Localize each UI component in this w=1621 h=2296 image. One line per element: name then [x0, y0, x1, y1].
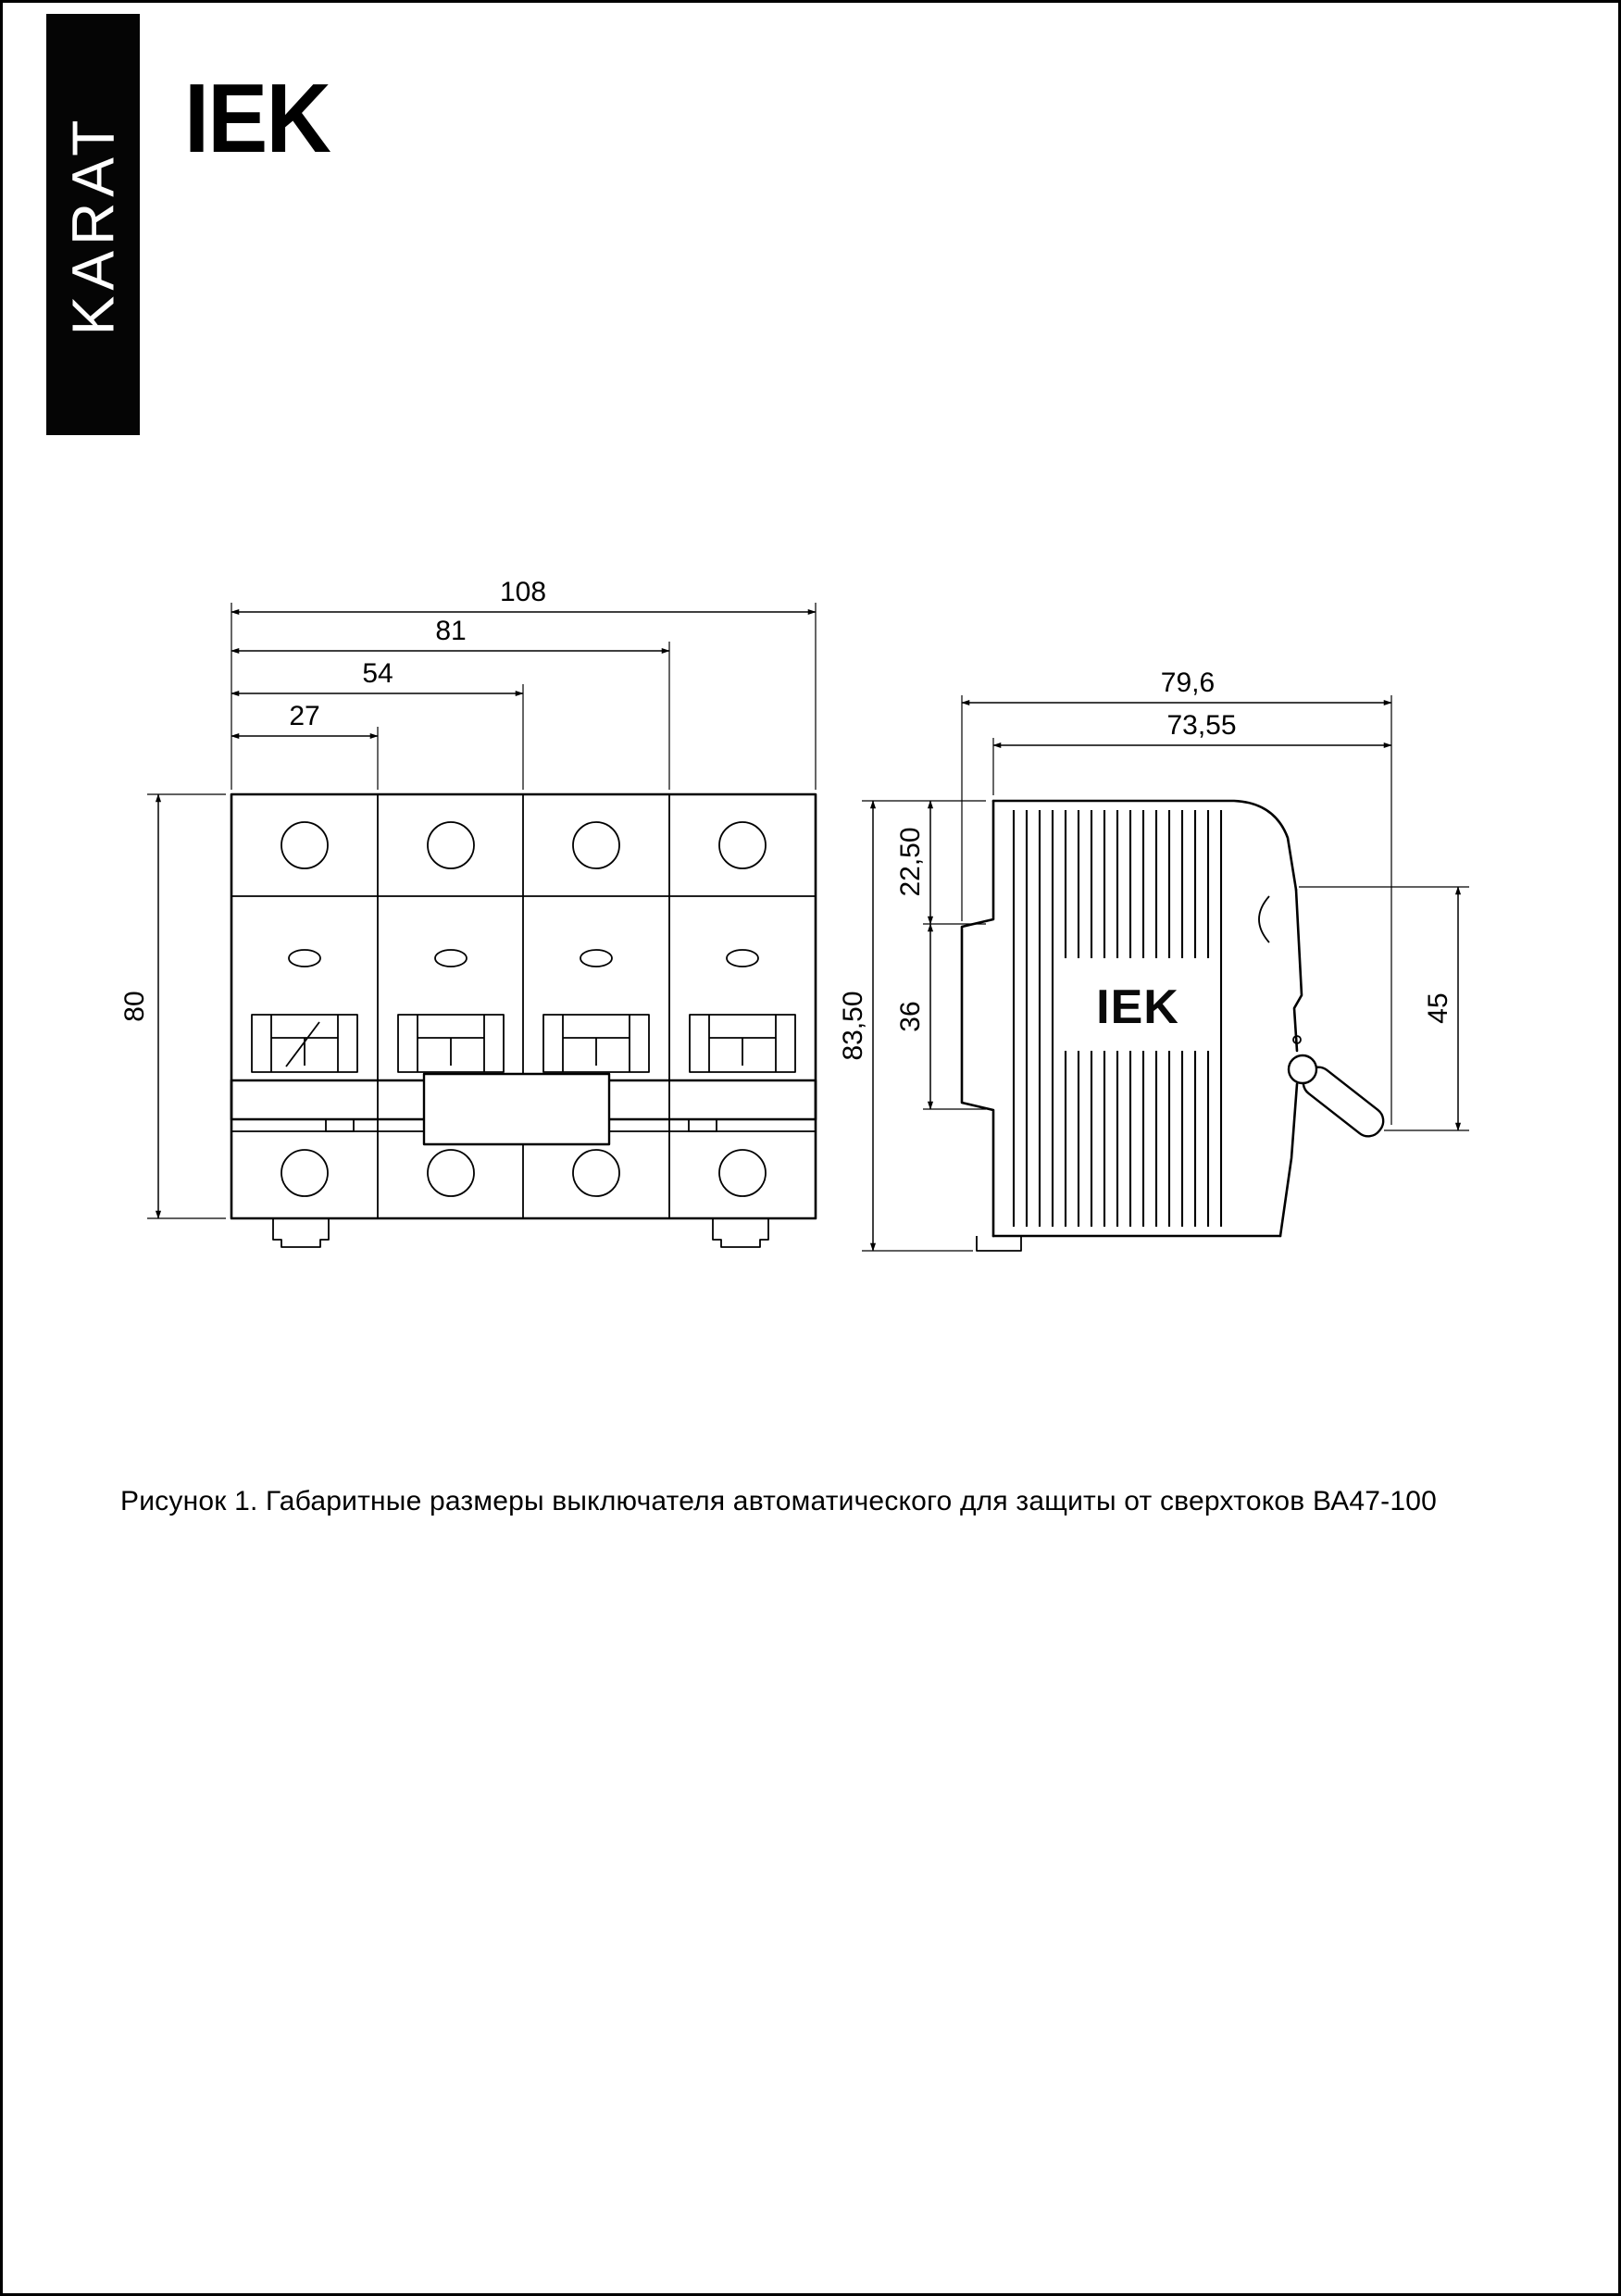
front-notch-crescent [1259, 896, 1269, 942]
dim-label-80: 80 [119, 991, 150, 1022]
tie-bar-center-block [424, 1074, 609, 1144]
dimensional-drawing [3, 3, 1621, 2296]
dim-label-73-55: 73,55 [1166, 710, 1237, 741]
dim-label-83-50: 83,50 [838, 991, 868, 1061]
dim-label-45: 45 [1423, 992, 1453, 1024]
dim-label-81: 81 [435, 616, 467, 646]
tie-bar-tab-right [689, 1119, 717, 1131]
side-rear-face [962, 801, 993, 1236]
din-clip-right [713, 1218, 768, 1247]
dim-label-79-6: 79,6 [1160, 668, 1216, 698]
side-bottom-clip [977, 1236, 1021, 1251]
karat-vertical-text: KARAT [59, 114, 127, 335]
dim-label-27: 27 [289, 701, 320, 731]
dim-label-54: 54 [362, 658, 393, 689]
dim-label-22-50: 22,50 [895, 827, 926, 897]
module-dividers [378, 794, 669, 1218]
side-front-face [1294, 890, 1302, 1051]
iek-logo-side: IEK [1096, 980, 1179, 1034]
lever-pivot [1289, 1055, 1316, 1083]
side-view [962, 801, 1389, 1251]
tie-bar-tab-left [326, 1119, 354, 1131]
front-view [231, 794, 816, 1247]
side-front-lower [1280, 1084, 1297, 1236]
dim-label-36: 36 [895, 1001, 926, 1032]
dim-label-108: 108 [499, 577, 547, 607]
din-clip-left [273, 1218, 329, 1247]
iek-logo-text: IEK [184, 64, 330, 173]
figure-caption: Рисунок 1. Габаритные размеры выключателя автоматического для защиты от сверхтоков ВА47-100 [120, 1486, 1438, 1516]
